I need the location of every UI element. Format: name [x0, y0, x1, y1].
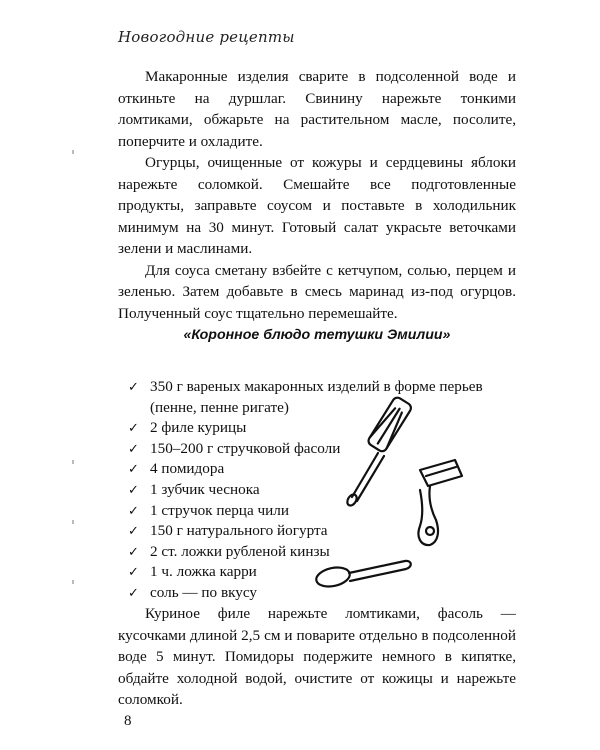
intro-paragraph-1: Макаронные изделия сварите в подсоленной воде и откиньте на дуршлаг. Свинину нарежьте тонкими ломтиками, обжарьте на растительном масле, посолите, поперчите и охладите. [118, 68, 516, 150]
check-icon: ✓ [128, 461, 139, 477]
spoon-icon [315, 561, 411, 589]
ingredient-text-cont: (пенне, пенне ригате) [150, 398, 289, 416]
method-paragraph-1: Куриное филе нарежьте ломтиками, фасоль — кусочками длиной 2,5 см и поварите отдельно в подсоленной воде 5 минут. Помидоры подержите немного в кипятке, обдайте холодной водой, очистите от кожицы и нарежьте соломкой. [118, 605, 516, 708]
margin-mark [72, 580, 74, 584]
ingredient-text: 1 стручок перца чили [150, 501, 289, 519]
recipe-title: «Коронное блюдо тетушки Эмилии» [183, 327, 451, 343]
running-header: Новогодние рецепты [118, 28, 295, 46]
page-number: 8 [124, 713, 132, 729]
margin-mark [72, 520, 74, 524]
check-icon: ✓ [128, 564, 139, 580]
check-icon: ✓ [128, 481, 139, 497]
ingredient-text: 350 г вареных макаронных изделий в форме перьев [150, 378, 483, 395]
check-icon: ✓ [128, 523, 139, 539]
check-icon: ✓ [128, 543, 139, 559]
check-icon: ✓ [128, 379, 139, 394]
check-icon: ✓ [128, 584, 139, 600]
ingredient-text: 4 помидора [150, 460, 225, 478]
intro-paragraph-3: Для соуса сметану взбейте с кетчупом, солью, перцем и зеленью. Затем добавьте в смесь маринад из-под огурцов. Полученный соус тщательно перемешайте. [118, 261, 516, 322]
method-text [118, 603, 516, 711]
margin-mark [72, 460, 74, 464]
ingredient-text: 1 зубчик чеснока [150, 480, 260, 498]
ingredient-text: 2 филе курицы [150, 419, 247, 437]
ingredient-text: 150 г натурального йогурта [150, 522, 328, 540]
check-icon: ✓ [128, 420, 139, 436]
margin-mark [72, 150, 74, 154]
ingredient-text: соль — по вкусу [150, 583, 258, 601]
check-icon: ✓ [128, 502, 139, 518]
check-icon: ✓ [128, 440, 139, 456]
peeler-icon [418, 460, 462, 545]
ingredient-text: 1 ч. ложка карри [150, 563, 257, 581]
ingredient-text: 150–200 г стручковой фасоли [150, 439, 341, 457]
spatula-icon [345, 396, 412, 507]
intro-paragraph-2: Огурцы, очищенные от кожуры и сердцевины яблоки нарежьте соломкой. Смешайте все подготовленные продукты, заправьте соусом и поставьте в холодильник минимум на 30 минут. Готовый салат украсьте веточками зелени и маслинами. [118, 154, 516, 257]
ingredient-text: 2 ст. ложки рубленой кинзы [150, 542, 330, 560]
